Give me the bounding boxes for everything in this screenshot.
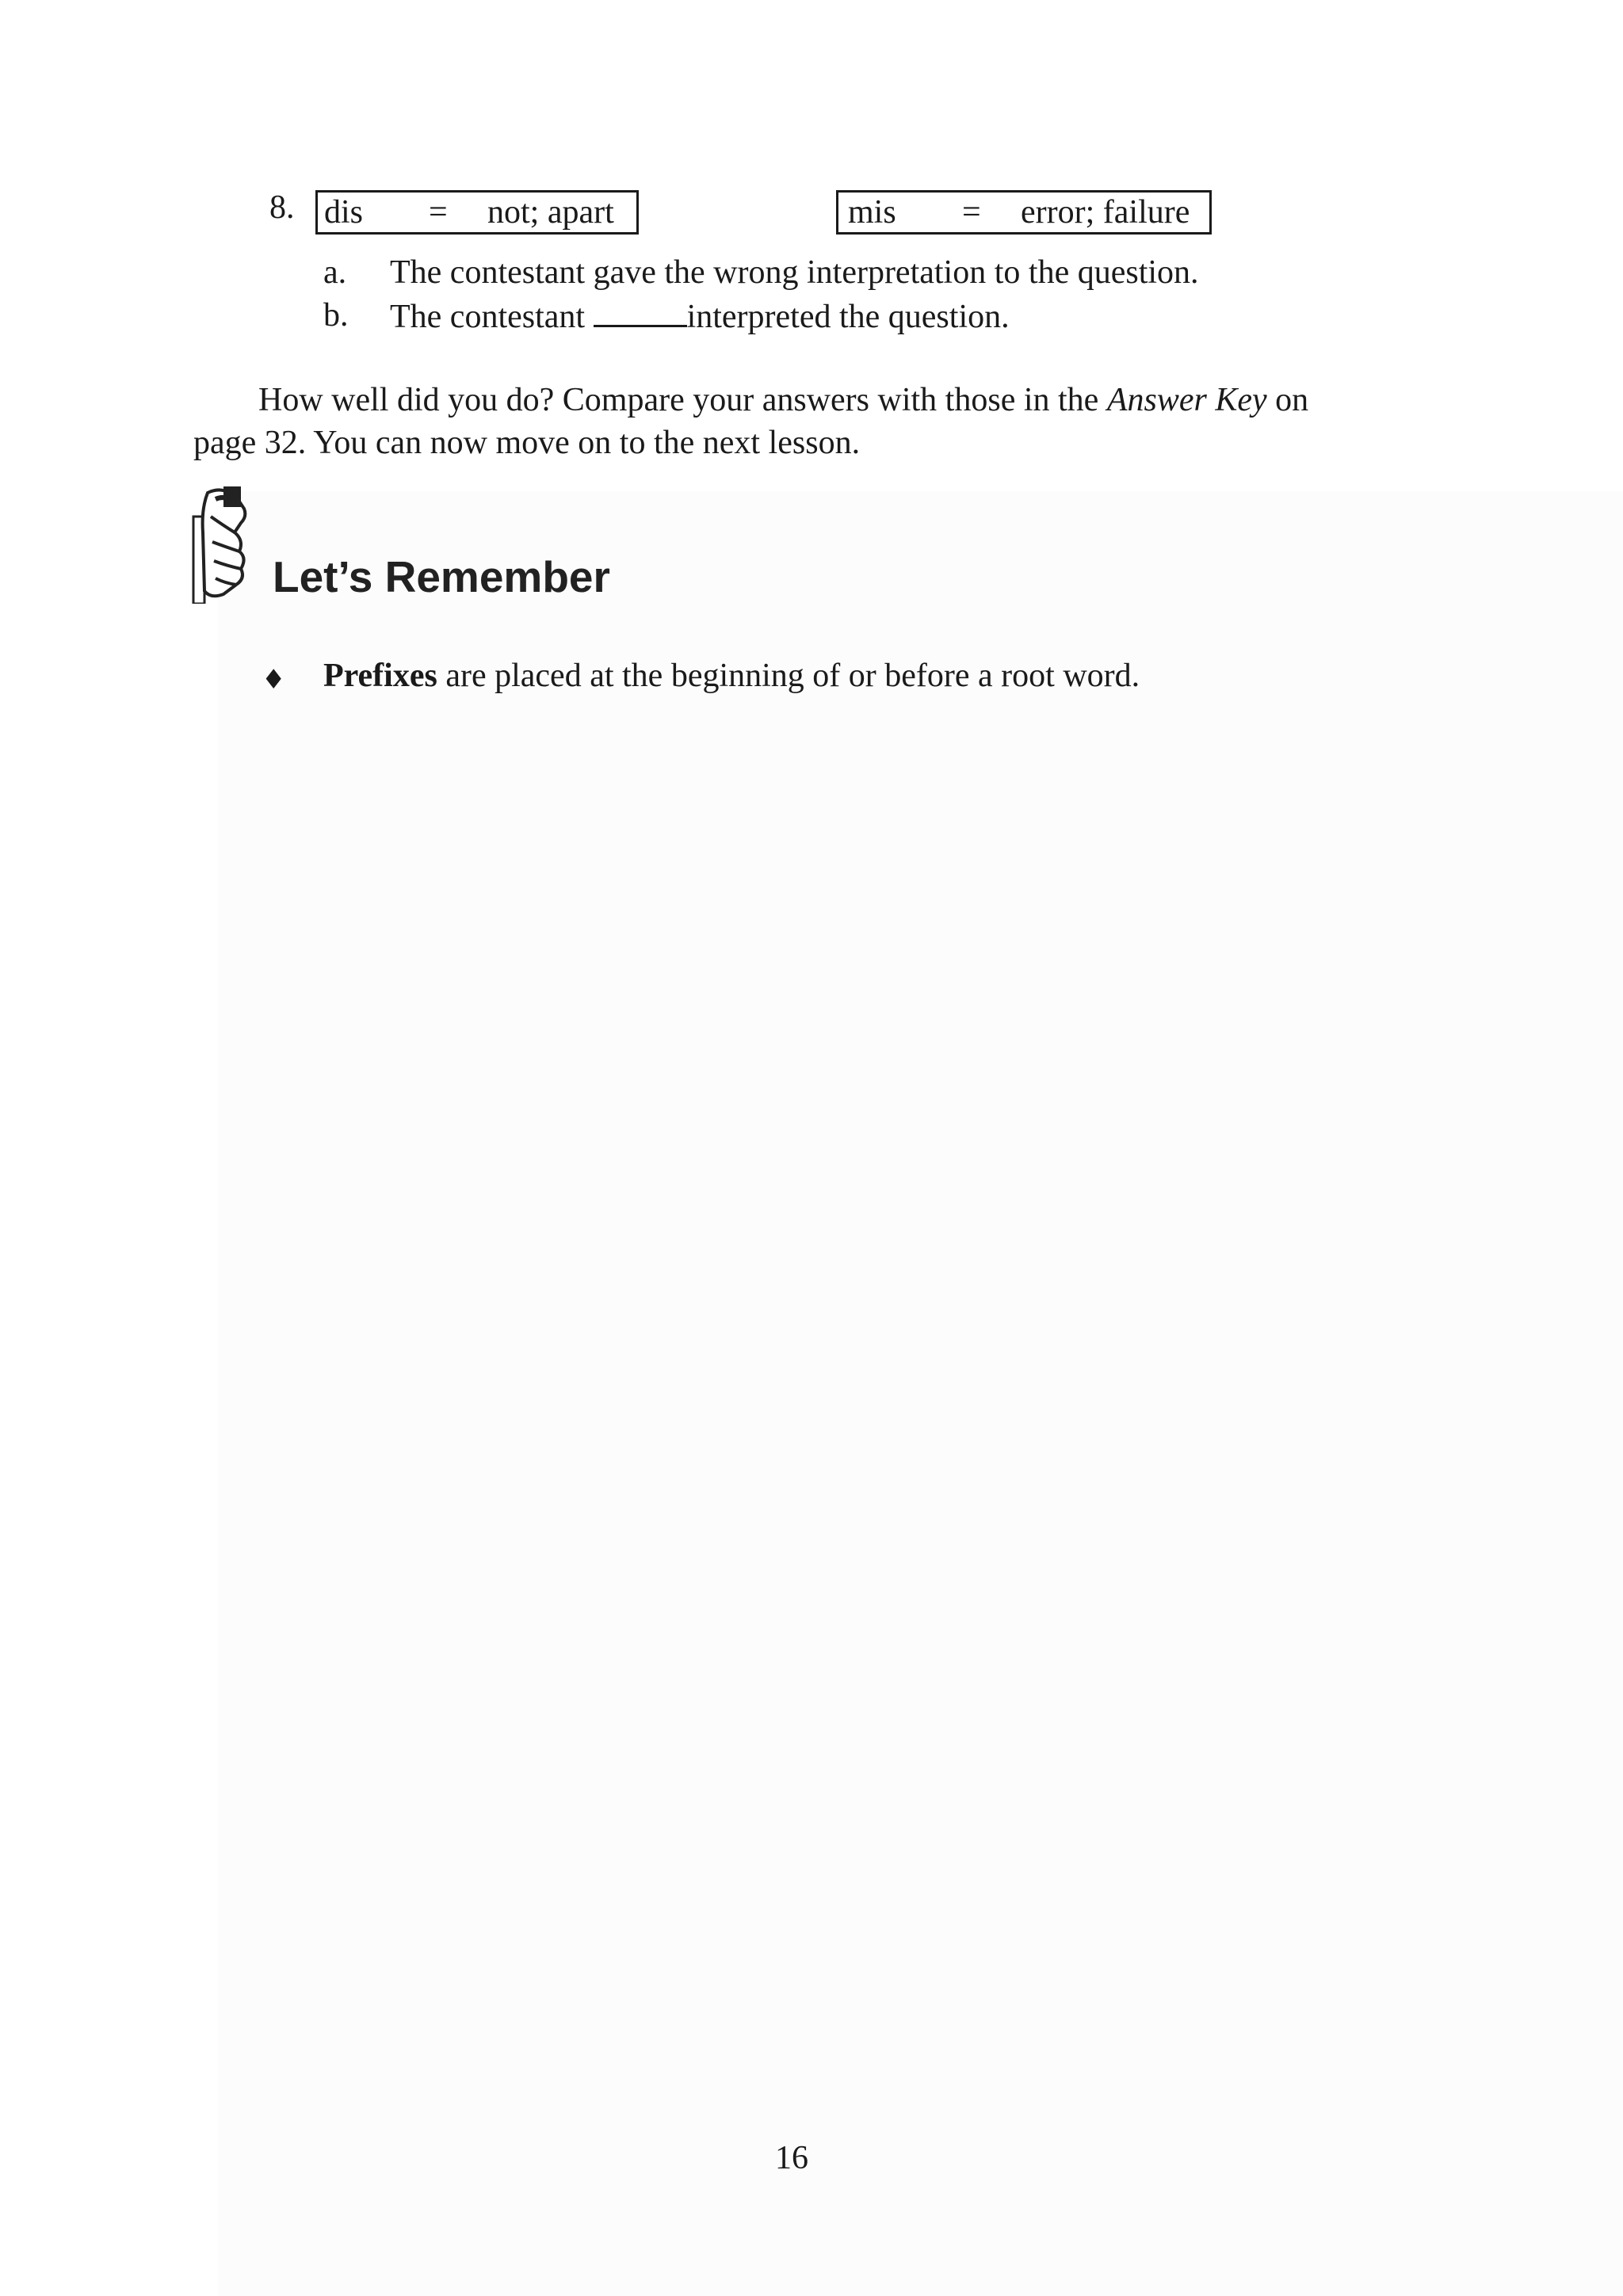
closing-line-1: [258, 379, 1308, 421]
section-title: Let’s Remember: [273, 552, 610, 601]
option-b-text-after: interpreted the question.: [686, 299, 1010, 335]
equals-sign: =: [962, 194, 981, 231]
closing-text: How well did you do? Compare your answers with those in the: [258, 382, 1107, 418]
remember-point: [323, 654, 1140, 697]
equals-sign: =: [429, 194, 448, 231]
prefix-meaning: not; apart: [487, 194, 614, 231]
item-number: 8.: [269, 189, 295, 226]
bullet-diamond-icon: ♦: [262, 664, 286, 696]
remember-text: are placed at the beginning of or before a root word.: [437, 658, 1140, 694]
option-b-text-before: The contestant: [390, 299, 594, 335]
option-b-text: [390, 296, 1010, 336]
prefix-box-mis: [836, 190, 1212, 235]
page-background: [218, 491, 1623, 2296]
pointing-hand-icon: [192, 485, 255, 604]
closing-line-2: page 32. You can now move on to the next lesson.: [193, 425, 861, 461]
page-number: 16: [775, 2140, 808, 2176]
closing-text-end: on: [1266, 382, 1309, 418]
prefix-meaning: error; failure: [1021, 194, 1190, 231]
answer-key-reference: Answer Key: [1106, 382, 1267, 418]
option-a-letter: a.: [323, 254, 347, 291]
prefix-box-dis: [315, 190, 639, 235]
option-a-text: The contestant gave the wrong interpretation to the question.: [390, 254, 1199, 291]
option-b-letter: b.: [323, 297, 349, 334]
remember-term: Prefixes: [323, 658, 437, 694]
prefix-term: dis: [324, 194, 364, 231]
answer-blank: [594, 296, 687, 327]
prefix-term: mis: [848, 194, 896, 231]
